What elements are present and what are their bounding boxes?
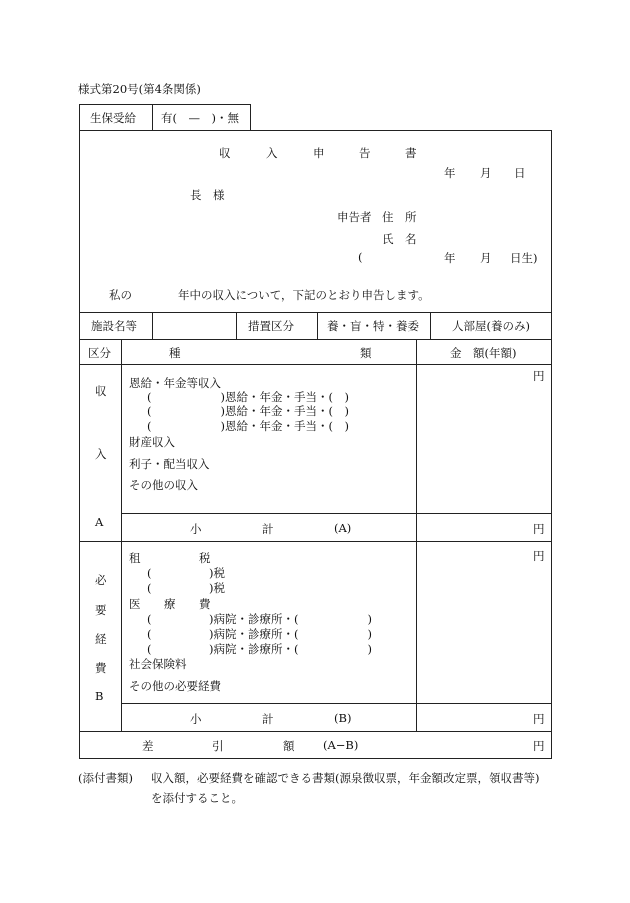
expense-subtotal-b: 計 [262, 712, 274, 726]
column-divider-amount [416, 339, 417, 731]
date-day[interactable]: 日 [514, 166, 526, 180]
expense-side-5: B [95, 689, 104, 703]
income-amount-input[interactable] [418, 366, 550, 512]
expense-side-2: 要 [95, 603, 107, 617]
tax-line-2[interactable]: ( )税 [147, 581, 225, 595]
col-kind-left: 種 [169, 346, 181, 360]
income-line-3[interactable]: ( )恩給・年金・手当・( ) [147, 404, 349, 418]
difference-code: (A−B) [323, 738, 359, 752]
difference-amount-input[interactable] [418, 734, 528, 756]
income-subtotal-yen: 円 [533, 522, 545, 536]
medical-c: 費 [199, 597, 211, 611]
expense-amount-input[interactable] [418, 544, 550, 702]
rule-income-subtotal [121, 513, 552, 514]
difference-c: 額 [283, 739, 295, 753]
applicant-label: 申告者 [337, 210, 372, 224]
room-label[interactable]: 人部屋(養のみ) [452, 319, 530, 333]
statement: 年中の収入について，下記のとおり申告します。 [178, 288, 430, 302]
attachment-label: (添付書類) [78, 771, 133, 785]
seiho-value[interactable]: 有( — )・無 [161, 111, 239, 125]
birth-month[interactable]: 月 [480, 251, 492, 265]
seiho-divider [152, 104, 153, 131]
tax-line-1[interactable]: ( )税 [147, 566, 225, 580]
rule-difference-top [79, 731, 552, 732]
col-kind-right: 類 [360, 346, 372, 360]
attachment-line-2: を添付すること。 [151, 791, 243, 805]
income-line-2[interactable]: ( )恩給・年金・手当・( ) [147, 390, 349, 404]
medical-line-3[interactable]: ( )病院・診療所・( ) [147, 642, 372, 656]
facility-div-4 [430, 312, 431, 339]
difference-a: 差 [142, 739, 154, 753]
medical-line-1[interactable]: ( )病院・診療所・( ) [147, 612, 372, 626]
income-yen: 円 [533, 369, 545, 383]
date-year[interactable]: 年 [444, 166, 456, 180]
name-label[interactable]: 氏 名 [382, 232, 417, 246]
medical-a: 医 [129, 597, 141, 611]
birth-year[interactable]: 年 [444, 251, 456, 265]
title-char-5: 書 [405, 146, 417, 160]
income-subtotal-code: (A) [334, 521, 352, 535]
statement-prefix: 私の [109, 288, 132, 302]
income-side-2: 入 [95, 447, 107, 461]
facility-label: 施設名等 [91, 319, 137, 333]
col-amount: 金 額(年額) [450, 346, 517, 360]
form-number: 様式第20号(第4条関係) [78, 82, 201, 96]
facility-div-1 [152, 312, 153, 339]
facility-div-3 [317, 312, 318, 339]
difference-yen: 円 [533, 739, 545, 753]
seiho-label: 生保受給 [90, 111, 136, 125]
expense-yen: 円 [533, 549, 545, 563]
expense-side-4: 費 [95, 661, 107, 675]
difference-b: 引 [212, 739, 224, 753]
expense-subtotal-yen: 円 [533, 712, 545, 726]
income-line-4[interactable]: ( )恩給・年金・手当・( ) [147, 419, 349, 433]
medical-b: 療 [164, 597, 176, 611]
income-line-5: 財産収入 [129, 435, 175, 449]
col-kubun: 区分 [88, 346, 111, 360]
title-char-4: 告 [359, 146, 371, 160]
income-side-1: 収 [95, 384, 107, 398]
income-subtotal-b: 計 [262, 522, 274, 536]
tax-a: 租 [129, 551, 141, 565]
title-char-3: 申 [313, 146, 325, 160]
income-subtotal-a: 小 [190, 522, 202, 536]
expense-subtotal-a: 小 [190, 712, 202, 726]
rule-expense-top [79, 541, 552, 542]
facility-div-2 [236, 312, 237, 339]
column-divider-kubun [121, 339, 122, 731]
birth-day[interactable]: 日生) [510, 251, 538, 265]
expense-side-1: 必 [95, 573, 107, 587]
title-char-1: 収 [219, 146, 231, 160]
rule-facility-top [79, 312, 552, 313]
income-line-1: 恩給・年金等収入 [129, 376, 221, 390]
date-month[interactable]: 月 [480, 166, 492, 180]
expense-subtotal-code: (B) [334, 711, 352, 725]
birth-open: ( [358, 250, 363, 264]
expense-side-3: 経 [95, 632, 107, 646]
medical-line-2[interactable]: ( )病院・診療所・( ) [147, 627, 372, 641]
rule-expense-subtotal [121, 703, 552, 704]
income-side-3: A [95, 515, 104, 529]
income-line-7: その他の収入 [129, 478, 198, 492]
income-line-6: 利子・配当収入 [129, 457, 210, 471]
facility-input[interactable] [160, 316, 230, 334]
address-label[interactable]: 住 所 [382, 210, 417, 224]
other-expense: その他の必要経費 [129, 679, 221, 693]
measure-label: 措置区分 [248, 319, 294, 333]
title-char-2: 入 [266, 146, 278, 160]
rule-columns-top [79, 339, 552, 340]
measure-options[interactable]: 養・盲・特・養委 [327, 319, 419, 333]
rule-columns-bottom [79, 364, 552, 365]
tax-b: 税 [199, 551, 211, 565]
attachment-line-1: 収入額，必要経費を確認できる書類(源泉徴収票，年金額改定票，領収書等) [151, 771, 540, 785]
insurance: 社会保険料 [129, 657, 187, 671]
addressee: 長 様 [190, 188, 225, 202]
